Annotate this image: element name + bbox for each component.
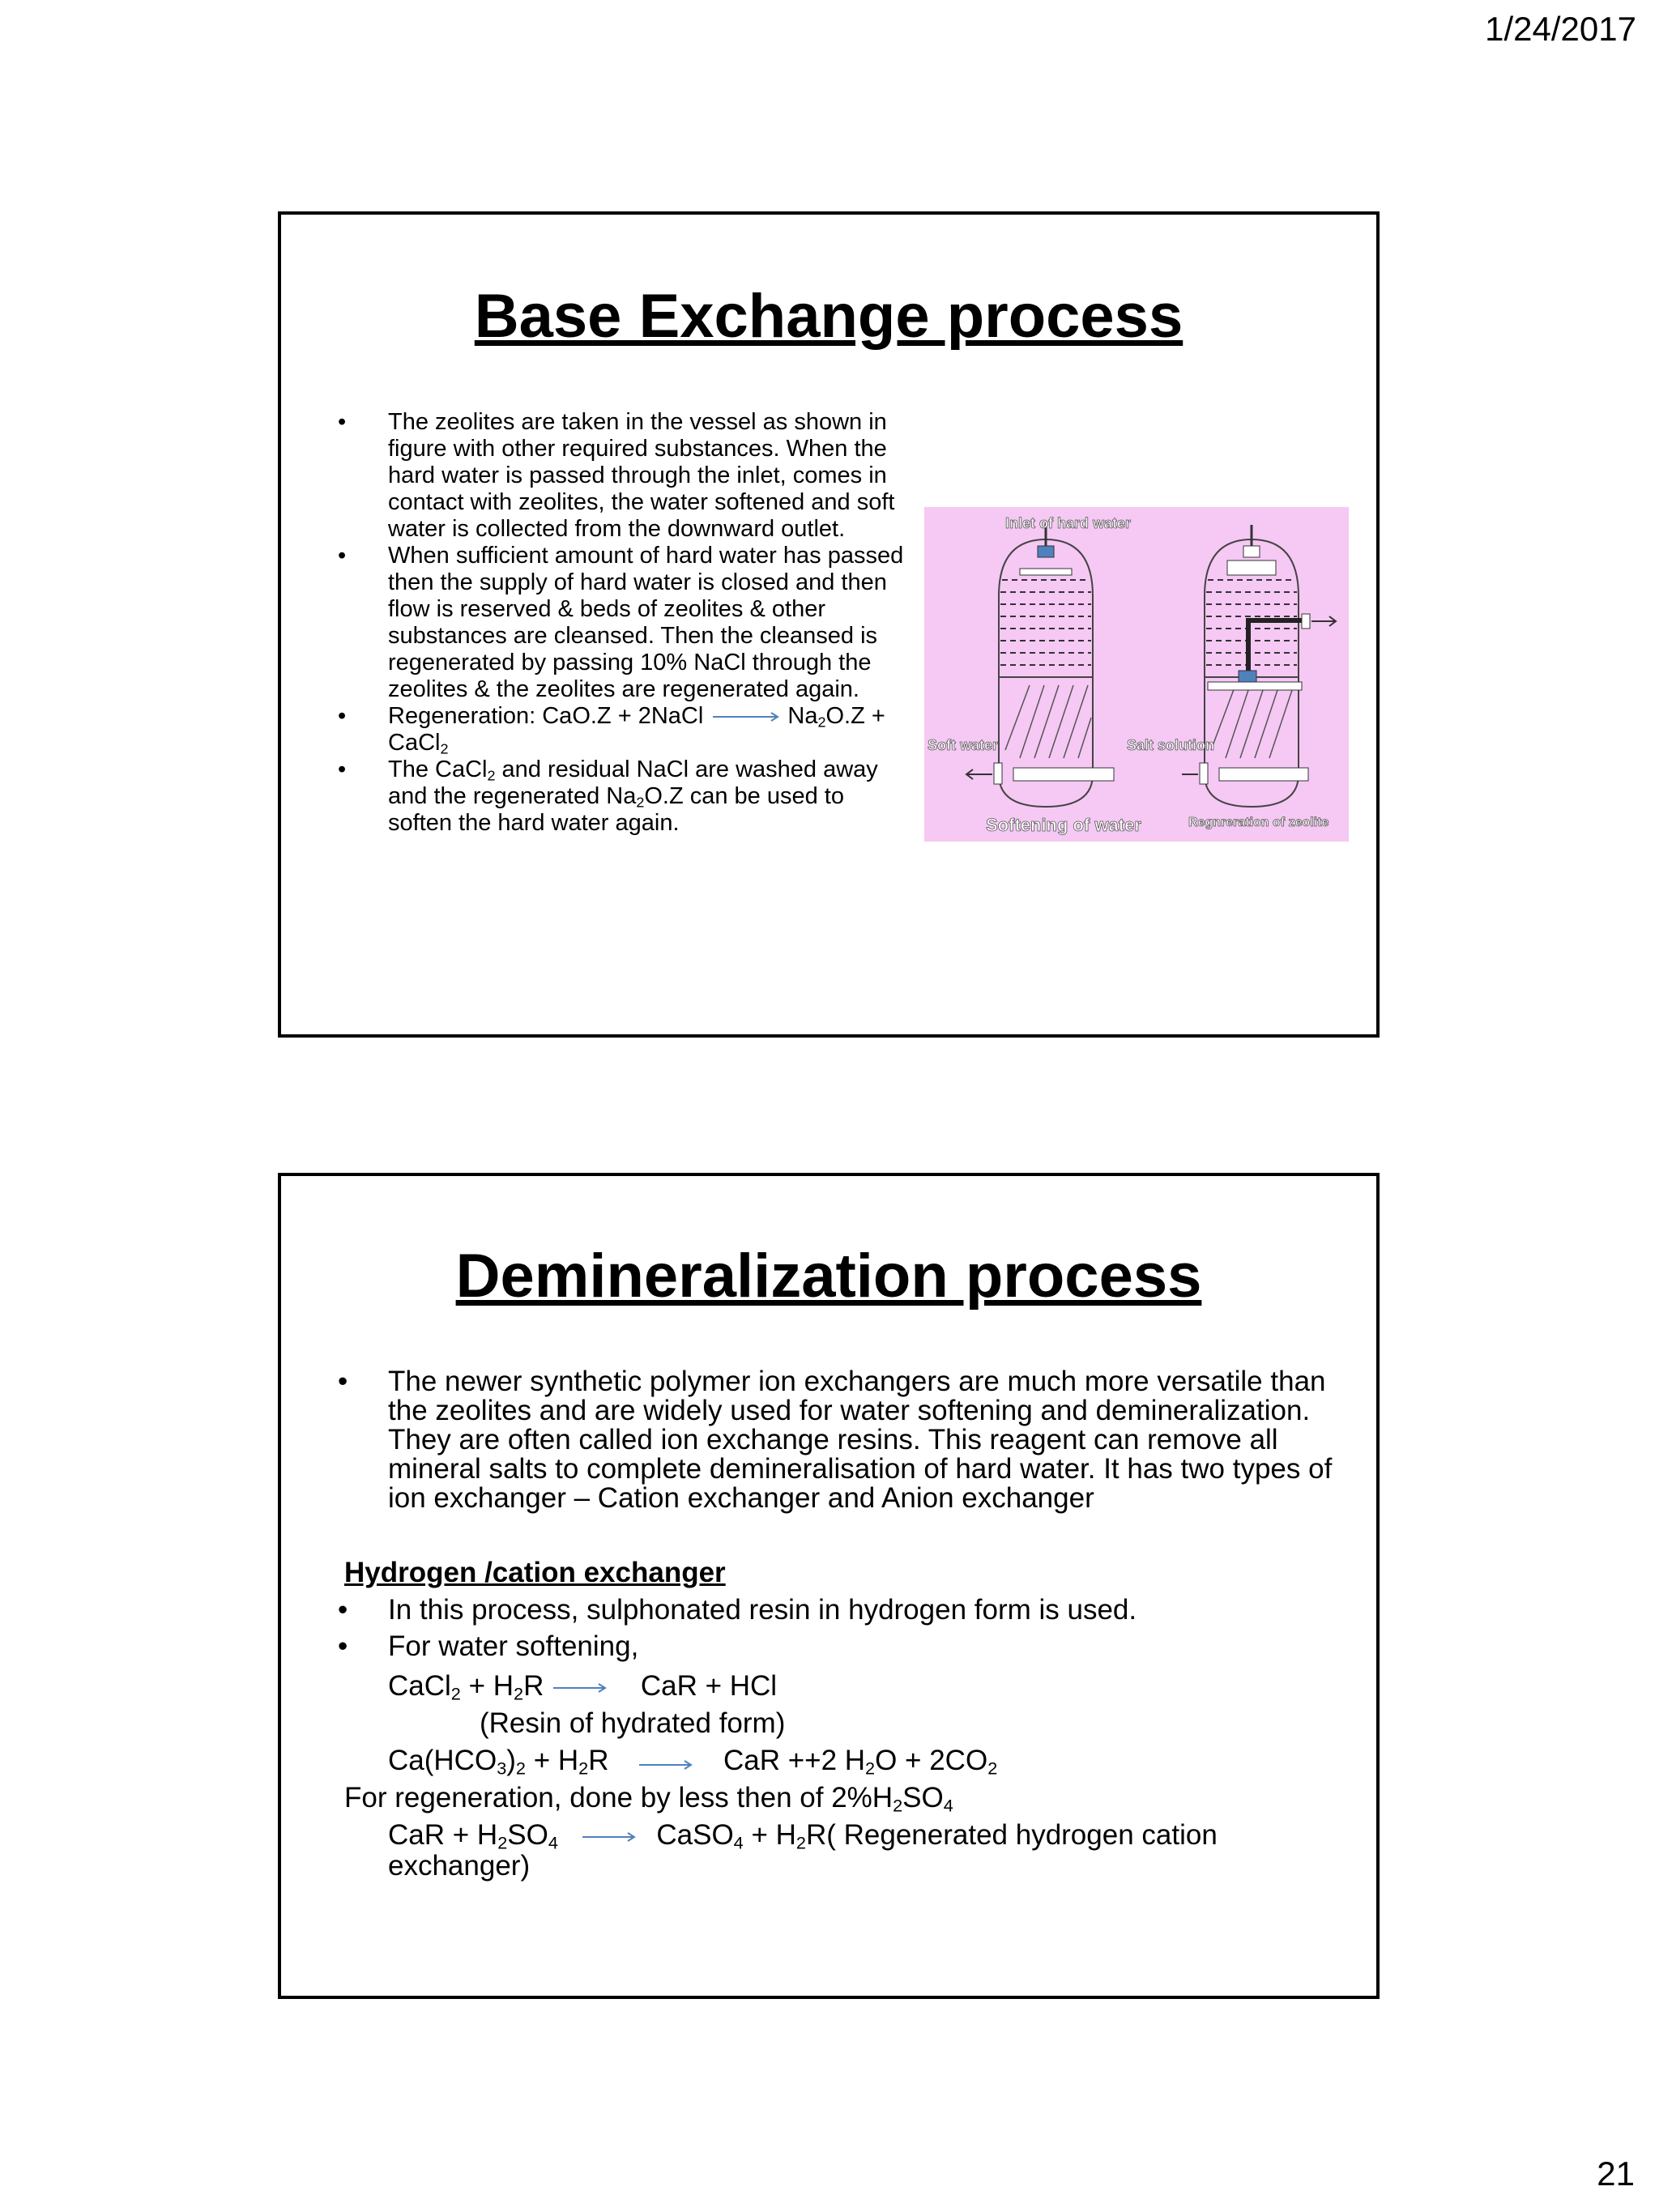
label-inlet: Inlet of hard water <box>1005 515 1132 531</box>
reaction-arrow-icon <box>581 1831 638 1843</box>
bullet-text: and residual NaCl are washed away and the regenerated Na <box>388 757 878 809</box>
subscript: 2 <box>636 794 645 811</box>
list-item <box>338 1628 1334 1664</box>
subscript: 2 <box>487 767 496 784</box>
slide-date: 1/24/2017 <box>1485 10 1636 48</box>
subscript: 2 <box>440 740 449 757</box>
equation-3: CaR + $H_2SO_4$ CaSO$_4$ + $H_2R$( Regenerated hydrogen cation <box>388 1819 1218 1853</box>
equation-note: (Resin of hydrated form) <box>480 1707 786 1739</box>
page-number: 21 <box>1597 2154 1635 2193</box>
formula-text: O.Z + <box>825 703 885 729</box>
bullet-text: The newer synthetic polymer ion exchangers are much more versatile than the zeolites and are widely used for water softening and demineralization. They are often called ion exchange resins. This reagent can remove all mineral salts to complete demineralisation of hard water. It has two types of ion exchanger – Cation exchanger and Anion exchanger <box>388 1366 1333 1514</box>
formula-text: Na <box>787 703 818 729</box>
subscript: 2 <box>817 714 826 731</box>
list-item <box>338 703 913 757</box>
bullet-list <box>338 409 913 837</box>
label-soft-water: Soft water <box>928 737 999 753</box>
caption-softening: Softening of water <box>986 815 1141 835</box>
bullet-text: The zeolites are taken in the vessel as shown in figure with other required substances. When the hard water is passed through the inlet, comes in contact with zeolites, the water softened and soft water is collected from the downward outlet. <box>388 409 895 542</box>
equation-3-continued: exchanger) <box>388 1850 531 1882</box>
slide-title: Demineralization process <box>455 1242 1202 1311</box>
regeneration-line: For regeneration, done by less then of $2\%H_2SO_4$ <box>344 1782 953 1816</box>
bullet-list <box>338 1592 1334 1664</box>
slide-title: Base Exchange process <box>474 282 1183 351</box>
bullet-text: O.Z can be used to soften the hard water again. <box>388 783 844 836</box>
list-item <box>338 409 913 543</box>
slide-demineralization <box>278 1173 1380 1999</box>
bullet-text: Regeneration: CaO.Z + 2NaCl <box>388 703 704 729</box>
equation-1: CaCl$_2$ + $H_2R$ CaR + HCl <box>388 1670 778 1704</box>
subheading: Hydrogen /cation exchanger <box>344 1557 726 1588</box>
reaction-arrow-icon <box>552 1682 608 1694</box>
zeolite-softener-figure <box>924 507 1349 842</box>
list-item <box>338 757 913 837</box>
bullet-text: When sufficient amount of hard water has passed then the supply of hard water is closed and then flow is reserved & beds of zeolites & other substances are cleansed. Then the cleansed is regenerated by passing 10% NaCl through the zeolites & the zeolites are regenerated again. <box>388 543 904 702</box>
list-item <box>338 543 913 703</box>
caption-regeneration: Regnreration of zeolite <box>1188 816 1329 829</box>
formula-text: CaCl <box>388 730 441 756</box>
bullet-text: In this process, sulphonated resin in hydrogen form is used. <box>388 1594 1137 1626</box>
reaction-arrow-icon <box>710 711 781 722</box>
label-salt-solution: Salt solution <box>1127 737 1214 753</box>
zeolite-vessel-diagram <box>924 507 1349 842</box>
bullet-text: For water softening, <box>388 1630 639 1662</box>
list-item <box>338 1367 1334 1513</box>
equation-2: $Ca(HCO_3)_2 + H_2R$ CaR ++2 $H_2O + 2CO_2$ <box>388 1745 998 1779</box>
bullet-list <box>338 1367 1334 1513</box>
bullet-text: The CaCl <box>388 757 488 782</box>
slide-base-exchange <box>278 211 1380 1038</box>
list-item <box>338 1592 1334 1628</box>
reaction-arrow-icon <box>638 1754 694 1771</box>
